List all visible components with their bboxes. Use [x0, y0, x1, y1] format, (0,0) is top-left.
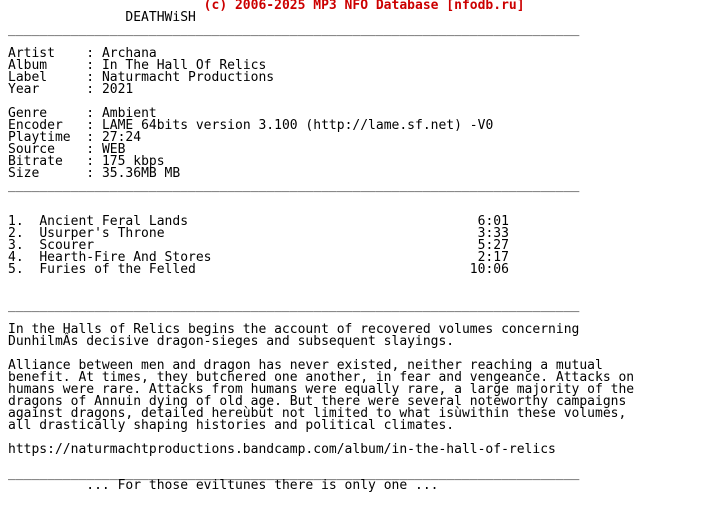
size-label: Size [8, 166, 40, 181]
label-value: Naturmacht Productions [101, 70, 275, 85]
banner-text[interactable]: (c) 2006-2025 MP3 NFO Database [nfodb.ru] [203, 0, 525, 13]
separator-bottom: _________________________________________________________________________ [8, 466, 580, 481]
track-time: 6:01 [477, 214, 509, 229]
size-value: 35.36MB MB [101, 166, 181, 181]
separator-tracks: _________________________________________________________________________ [8, 298, 580, 313]
notes-line: Alliance between men and dragon has never existed, neither reaching a mutual [8, 358, 603, 373]
notes-line: In the Halls of Relics begins the account of recovered volumes concerning [8, 322, 580, 337]
track-title: Furies of the Felled [39, 262, 196, 277]
label-label: Label [8, 70, 48, 85]
year-value: 2021 [101, 82, 134, 97]
artist-label: Artist [8, 46, 55, 61]
album-label: Album [8, 58, 48, 73]
playtime-value: 27:24 [101, 130, 142, 145]
notes-line: DunhilmÂs decisive dragon-sieges and subsequent slayings. [8, 334, 455, 349]
track-title: Ancient Feral Lands [39, 214, 189, 229]
track-time: 5:27 [477, 238, 509, 253]
artist-value: Archana [101, 46, 157, 61]
notes-line: humans were rare. Attacks from humans were equally rare, a large majority of the [8, 382, 635, 397]
track-time: 10:06 [469, 262, 509, 277]
track-number: 5. [8, 262, 24, 277]
track-title: Usurper's Throne [39, 226, 165, 241]
playtime-label: Playtime [8, 130, 71, 145]
group-name: DEATHWiSH [125, 10, 196, 25]
separator-top: _________________________________________________________________________ [8, 22, 580, 37]
album-value: In The Hall Of Relics [101, 58, 267, 73]
track-row [8, 262, 509, 277]
footer-tagline: ... For those eviltunes there is only one ... [86, 478, 439, 493]
year-label: Year [8, 82, 40, 97]
genre-label: Genre [8, 106, 48, 121]
bandcamp-url[interactable]: https://naturmachtproductions.bandcamp.com/album/in-the-hall-of-relics [8, 442, 556, 457]
track-number: 2. [8, 226, 24, 241]
encoder-label: Encoder [8, 118, 63, 133]
track-time: 3:33 [477, 226, 509, 241]
genre-value: Ambient [101, 106, 157, 121]
notes-line: benefit. At times, they butchered one another, in fear and vengeance. Attacks on [8, 370, 635, 385]
source-label: Source [8, 142, 55, 157]
notes-line: against dragons, detailed hereùbut not limited to what isùwithin these volumes, [8, 406, 627, 421]
track-title: Scourer [39, 238, 95, 253]
bitrate-value: 175 kbps [101, 154, 165, 169]
track-number: 4. [8, 250, 24, 265]
bitrate-label: Bitrate [8, 154, 63, 169]
separator-meta: _________________________________________________________________________ [8, 178, 580, 193]
nfo-document: (c) 2006-2025 MP3 NFO Database [nfodb.ru] DEATHWiSH _________________________________________________________________________ Artist : Archana Album : In The Hall Of Relics Label : Naturmacht Productions Year : 2021 Genre : Ambient Encoder : LAME 64bits version 3.100 (http://lame.sf.net) -V0 Playtime : 27:24 Source : WEB Bitrate : 175 kbps Size : 35.36MB MB _________________________________________________________________________ 1. Ancient Feral Lands 6:01 2. Usurper's Throne 3:33 3. Scourer 5:27 4. Hearth-Fire And Stores 2:17 5. Furies of the Felled 10:06 _________________________________________________________________________ In the Halls of Relics begins the account of recovered volumes concerning DunhilmÂs decisive dragon-sieges and subsequent slayings. Alliance between men and dragon has never existed, neither reaching a mutual benefit. At times, they butchered one another, in fear and vengeance. Attacks on humans were rare. Attacks from humans were equally rare, a large majority of the dragons of Annuin dying of old age. But there were several noteworthy campaigns against dragons, detailed hereùbut not limited to what isùwithin these volumes, all drastically shaping histories and political climates. https://naturmachtproductions.bandcamp.com/album/in-the-hall-of-relics _________________________________________________________________________ ... For those eviltunes there is only one ... [8, 0, 635, 493]
encoder-value: LAME 64bits version 3.100 (http://lame.sf.net) -V0 [101, 118, 494, 133]
track-title: Hearth-Fire And Stores [39, 250, 212, 265]
track-time: 2:17 [477, 250, 509, 265]
notes-line: dragons of Annuin dying of old age. But there were several noteworthy campaigns [8, 394, 627, 409]
source-value: WEB [101, 142, 126, 157]
notes-line: all drastically shaping histories and political climates. [8, 418, 455, 433]
nfo-database-banner [8, 0, 525, 13]
track-number: 1. [8, 214, 24, 229]
track-number: 3. [8, 238, 24, 253]
